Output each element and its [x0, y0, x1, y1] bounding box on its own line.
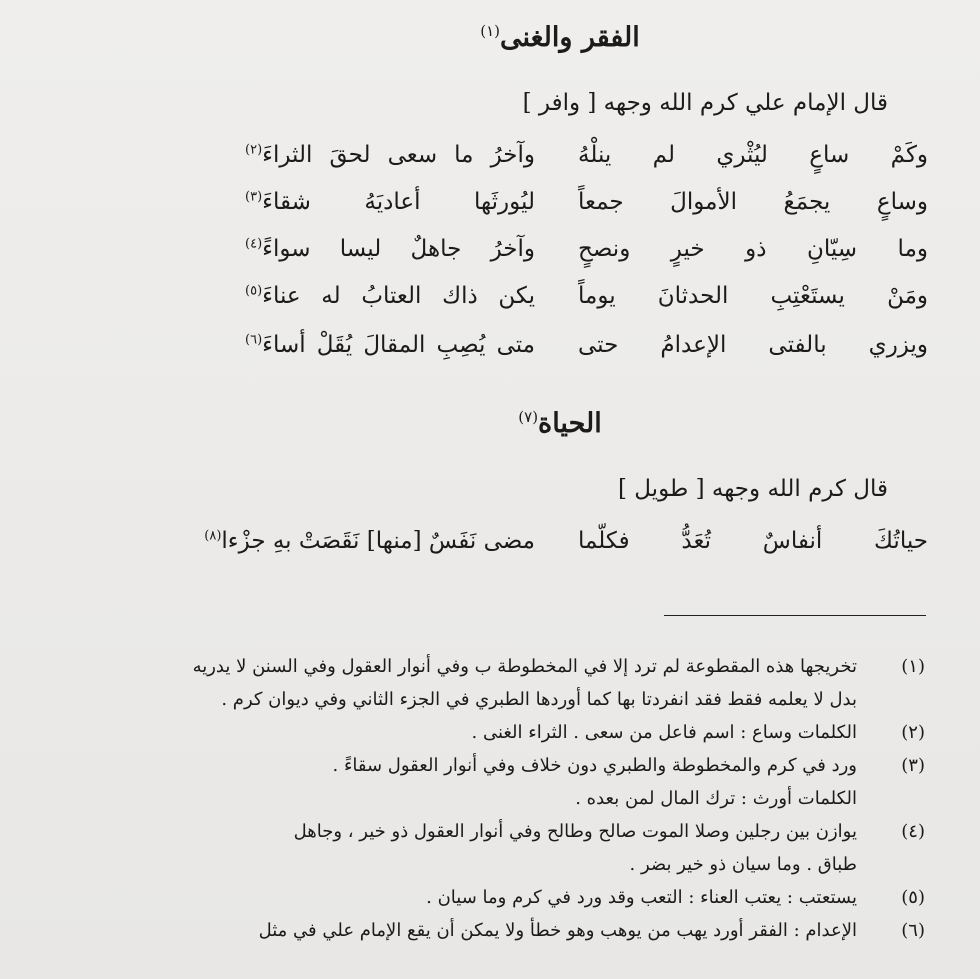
- footnote-6: [180, 914, 925, 947]
- footnote-line: يوازن بين رجلين وصلا الموت صالح وطالح وفي أنوار العقول ذو خير ، وجاهل: [293, 821, 857, 842]
- first-hemistich: وما سِيّانِ ذو خيرٍ ونصحٍ: [578, 236, 928, 262]
- first-hemistich: ومَنْ يستَعْتِبِ الحدثانَ يوماً: [578, 283, 928, 309]
- footnote-line: ورد في كرم والمخطوطة والطبري دون خلاف وفي أنوار العقول سقاءً .: [332, 755, 857, 776]
- first-hemistich: ويزري بالفتى الإعدامُ حتى: [578, 332, 928, 358]
- verse-6: [0, 528, 980, 568]
- section-title-poverty-wealth: [0, 22, 980, 53]
- poem-intro-1: قال الإمام علي كرم الله وجهه [ وافر ]: [522, 90, 888, 116]
- verse-3: [0, 236, 980, 276]
- second-hemistich: متى يُصِبِ المقالَ يُقَلْ أساءَ$^{(٦)}$: [245, 332, 535, 358]
- footnote-line: تخريجها هذه المقطوعة لم ترد إلا في المخطوطة ب وفي أنوار العقول وفي السنن لا يدريه: [192, 656, 857, 677]
- footnote-line: الإعدام : الفقر أورد يهب من يوهب وهو خطأ ولا يمكن أن يقع الإمام علي في مثل: [258, 920, 857, 941]
- footnote-label: (٣): [901, 755, 925, 776]
- footnote-label: (٢): [901, 722, 925, 743]
- footnote-3: [180, 749, 925, 815]
- first-hemistich: وكَمْ ساعٍ ليُثْري لم ينلْهُ: [578, 142, 928, 168]
- footnote-2: [180, 716, 925, 749]
- section-title-life: [0, 408, 980, 439]
- footnote-marker: (١): [480, 22, 500, 40]
- first-hemistich: وساعٍ يجمَعُ الأموالَ جمعاً: [578, 189, 928, 215]
- footnote-marker: (٧): [518, 408, 539, 426]
- second-hemistich: وآخرُ جاهلٌ ليسا سواءً$^{(٤)}$: [245, 236, 535, 262]
- verse-1: [0, 142, 980, 182]
- footnote-5: [180, 881, 925, 914]
- footnote-marker: (٨): [204, 528, 222, 544]
- first-hemistich: حياتُكَ أنفاسٌ تُعَدُّ فكلّما: [578, 528, 928, 554]
- footnote-label: (٤): [901, 821, 925, 842]
- footnote-1: [180, 650, 925, 716]
- footnote-line: بدل لا يعلمه فقط فقد انفردتا بها كما أوردها الطبري في الجزء الثاني وفي ديوان كرم .: [221, 689, 857, 710]
- footnotes: [180, 650, 925, 947]
- footnote-separator: [664, 615, 926, 616]
- second-hemistich: مضى نَفَسٌ [منها] نَقَصَتْ بهِ جزْءا$^{(٨)}$: [204, 528, 535, 554]
- poem-intro-2: قال كرم الله وجهه [ طويل ]: [617, 476, 888, 502]
- footnote-line: يستعتب : يعتب العناء : التعب وقد ورد في كرم وما سيان .: [426, 887, 857, 908]
- footnote-label: (١): [901, 656, 925, 677]
- footnote-4: [180, 815, 925, 881]
- second-hemistich: يكن ذاك العتابُ له عناءَ$^{(٥)}$: [245, 283, 535, 309]
- verse-4: [0, 283, 980, 323]
- title-text: الفقر والغنى: [499, 22, 640, 53]
- footnote-marker: (٢): [245, 142, 263, 158]
- footnote-marker: (٣): [245, 189, 263, 205]
- title-text: الحياة: [538, 408, 602, 439]
- footnote-line: الكلمات أورث : ترك المال لمن بعده .: [575, 788, 857, 809]
- verse-5: [0, 332, 980, 372]
- footnote-line: طباق . وما سيان ذو خير بضر .: [629, 854, 857, 875]
- footnote-marker: (٥): [245, 283, 263, 299]
- footnote-line: الكلمات وساع : اسم فاعل من سعى . الثراء الغنى .: [471, 722, 857, 743]
- footnote-label: (٦): [901, 920, 925, 941]
- footnote-marker: (٤): [245, 236, 263, 252]
- footnote-label: (٥): [901, 887, 925, 908]
- verse-2: [0, 189, 980, 229]
- second-hemistich: وآخرُ ما سعى لحقَ الثراءَ$^{(٢)}$: [245, 142, 535, 168]
- footnote-marker: (٦): [245, 332, 263, 348]
- second-hemistich: ليُورثَها أعاديَهُ شقاءَ$^{(٣)}$: [245, 189, 535, 215]
